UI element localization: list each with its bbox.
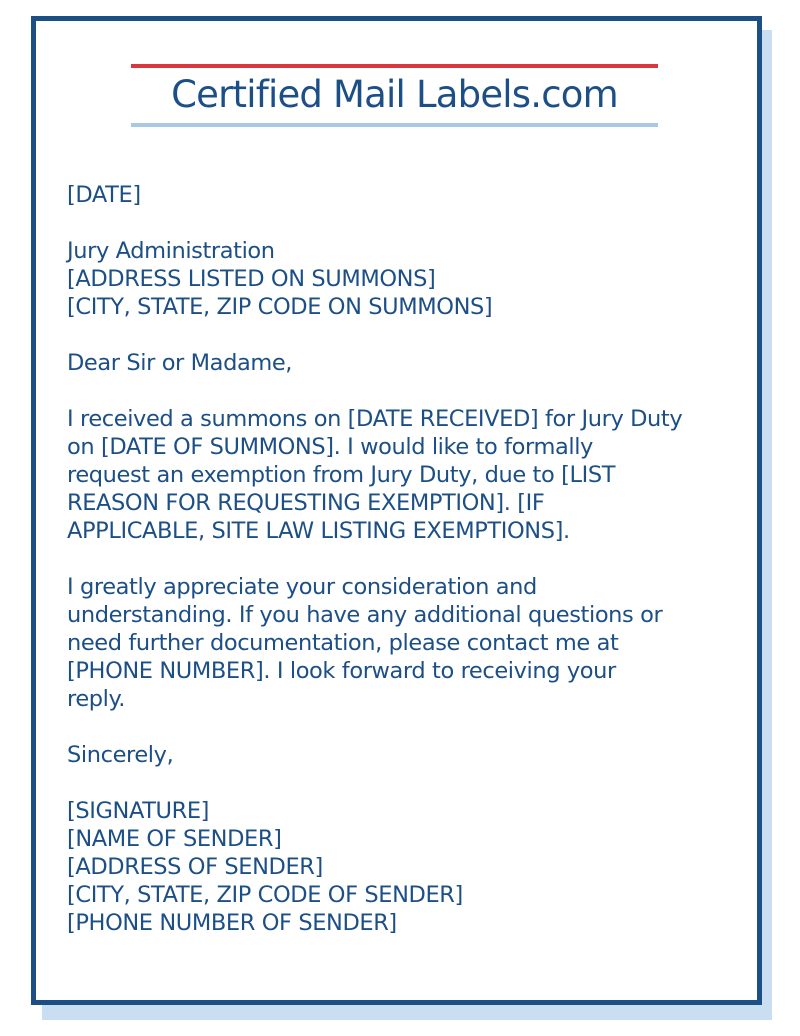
paragraph-gap bbox=[67, 545, 727, 573]
body-paragraph-2-line: [PHONE NUMBER]. I look forward to receiving your bbox=[67, 658, 616, 684]
closing: Sincerely, bbox=[67, 742, 174, 768]
recipient-line: Jury Administration bbox=[67, 238, 275, 264]
body-paragraph-2-line: understanding. If you have any additional questions or bbox=[67, 602, 663, 628]
sender-city-state-zip: [CITY, STATE, ZIP CODE OF SENDER] bbox=[67, 882, 463, 908]
recipient-line: [CITY, STATE, ZIP CODE ON SUMMONS] bbox=[67, 294, 493, 320]
logo-blue-rule bbox=[131, 123, 658, 127]
body-paragraph-2-line: reply. bbox=[67, 686, 125, 712]
letter-date: [DATE] bbox=[67, 182, 141, 208]
sender-address: [ADDRESS OF SENDER] bbox=[67, 854, 323, 880]
letter-body bbox=[67, 181, 727, 937]
body-paragraph-2-line: I greatly appreciate your consideration and bbox=[67, 574, 537, 600]
body-paragraph-1-line: REASON FOR REQUESTING EXEMPTION]. [IF bbox=[67, 490, 545, 516]
body-paragraph-1-line: on [DATE OF SUMMONS]. I would like to formally bbox=[67, 434, 593, 460]
body-paragraph-1-line: APPLICABLE, SITE LAW LISTING EXEMPTIONS]. bbox=[67, 518, 570, 544]
sender-phone: [PHONE NUMBER OF SENDER] bbox=[67, 910, 397, 936]
body-paragraph-2-line: need further documentation, please contact me at bbox=[67, 630, 619, 656]
brand-logo bbox=[131, 64, 658, 128]
paragraph-gap bbox=[67, 377, 727, 405]
recipient-line: [ADDRESS LISTED ON SUMMONS] bbox=[67, 266, 436, 292]
paragraph-gap bbox=[67, 209, 727, 237]
logo-red-rule bbox=[131, 64, 658, 68]
paragraph-gap bbox=[67, 769, 727, 797]
paragraph-gap bbox=[67, 321, 727, 349]
sender-name: [NAME OF SENDER] bbox=[67, 826, 282, 852]
salutation: Dear Sir or Madame, bbox=[67, 350, 293, 376]
logo-text: Certified Mail Labels.com bbox=[171, 73, 618, 116]
body-paragraph-1-line: request an exemption from Jury Duty, due to [LIST bbox=[67, 462, 616, 488]
signature-line: [SIGNATURE] bbox=[67, 798, 210, 824]
paragraph-gap bbox=[67, 713, 727, 741]
body-paragraph-1-line: I received a summons on [DATE RECEIVED] for Jury Duty bbox=[67, 406, 683, 432]
